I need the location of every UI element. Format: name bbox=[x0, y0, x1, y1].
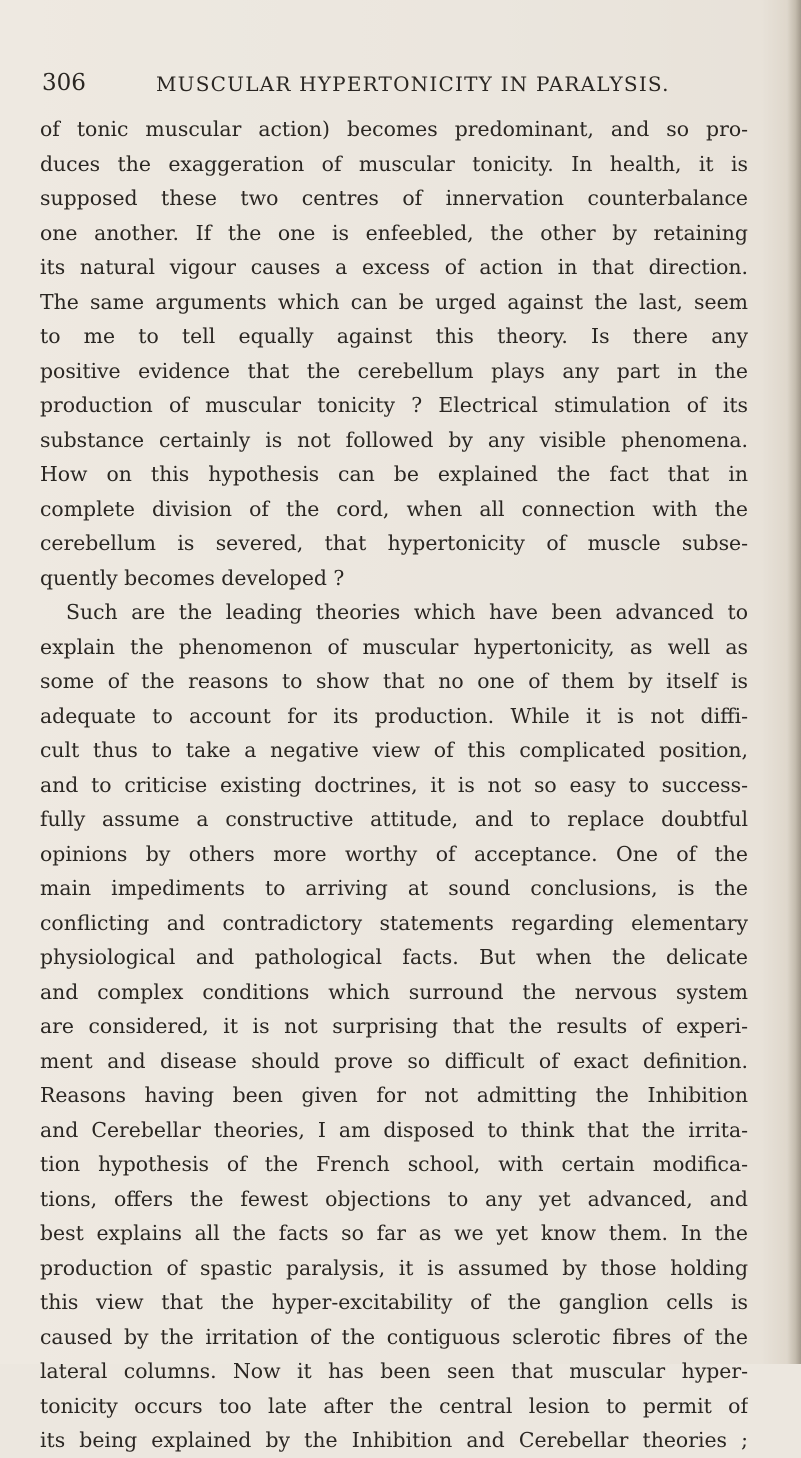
text-line: its natural vigour causes a excess of action in that direction. bbox=[40, 255, 748, 279]
text-line: lateral columns. Now it has been seen that muscular hyper- bbox=[40, 1359, 748, 1383]
text-line: and Cerebellar theories, I am disposed to think that the irrita- bbox=[40, 1117, 748, 1142]
text-line: complete division of the cord, when all connection with the bbox=[40, 496, 748, 521]
text-line: physiological and pathological facts. But when the delicate bbox=[40, 945, 748, 969]
text-line: some of the reasons to show that no one of them by itself is bbox=[40, 669, 748, 693]
text-line: Reasons having been given for not admitting the Inhibition bbox=[40, 1083, 748, 1107]
page-number: 306 bbox=[42, 70, 86, 96]
text-line: and complex conditions which surround the nervous system bbox=[40, 979, 748, 1004]
text-line: cult thus to take a negative view of this complicated position, bbox=[40, 738, 748, 762]
text-line: and to criticise existing doctrines, it is not so easy to success- bbox=[40, 772, 748, 797]
text-line: ment and disease should prove so difficult of exact definition. bbox=[40, 1048, 748, 1073]
text-line: best explains all the facts so far as we yet know them. In the bbox=[40, 1221, 748, 1245]
text-line: supposed these two centres of innervation counterbalance bbox=[40, 186, 748, 210]
text-line: tion hypothesis of the French school, with certain modifica- bbox=[40, 1152, 748, 1176]
text-line: positive evidence that the cerebellum plays any part in the bbox=[40, 358, 748, 383]
text-line: caused by the irritation of the contiguous sclerotic fibres of the bbox=[40, 1324, 748, 1349]
text-line: quently becomes developed ? bbox=[40, 565, 345, 590]
text-line: explain the phenomenon of muscular hypertonicity, as well as bbox=[40, 634, 748, 659]
page-edge-shadow bbox=[787, 0, 801, 1364]
text-line: one another. If the one is enfeebled, the other by retaining bbox=[40, 220, 748, 245]
text-line: fully assume a constructive attitude, and to replace doubtful bbox=[40, 807, 748, 831]
text-line: The same arguments which can be urged against the last, seem bbox=[40, 289, 748, 314]
running-head-title: MUSCULAR HYPERTONICITY IN PARALYSIS. bbox=[156, 72, 670, 96]
text-line: opinions by others more worthy of acceptance. One of the bbox=[40, 841, 748, 866]
text-line: How on this hypothesis can be explained the fact that in bbox=[40, 462, 748, 486]
text-line: this view that the hyper-excitability of the ganglion cells is bbox=[40, 1290, 748, 1314]
text-line: main impediments to arriving at sound conclusions, is the bbox=[40, 876, 748, 900]
text-line: of tonic muscular action) becomes predominant, and so pro- bbox=[40, 117, 748, 141]
text-line: duces the exaggeration of muscular tonicity. In health, it is bbox=[40, 151, 748, 176]
text-line: production of spastic paralysis, it is assumed by those holding bbox=[40, 1255, 748, 1280]
body-text bbox=[40, 112, 748, 1458]
text-line: tonicity occurs too late after the central lesion to permit of bbox=[40, 1393, 748, 1418]
text-line: cerebellum is severed, that hypertonicity of muscle subse- bbox=[40, 531, 748, 555]
text-line: its being explained by the Inhibition and Cerebellar theories ; bbox=[40, 1428, 748, 1452]
text-line: tions, offers the fewest objections to any yet advanced, and bbox=[40, 1186, 748, 1211]
text-line: Such are the leading theories which have been advanced to bbox=[66, 600, 748, 624]
text-line: are considered, it is not surprising that the results of experi- bbox=[40, 1014, 748, 1038]
running-head bbox=[42, 70, 742, 106]
text-line: conflicting and contradictory statements regarding elementary bbox=[40, 910, 748, 935]
text-line: to me to tell equally against this theory. Is there any bbox=[40, 324, 748, 348]
text-line: substance certainly is not followed by any visible phenomena. bbox=[40, 427, 748, 452]
text-line: adequate to account for its production. While it is not diffi- bbox=[40, 703, 748, 728]
text-line: production of muscular tonicity ? Electrical stimulation of its bbox=[40, 393, 748, 417]
